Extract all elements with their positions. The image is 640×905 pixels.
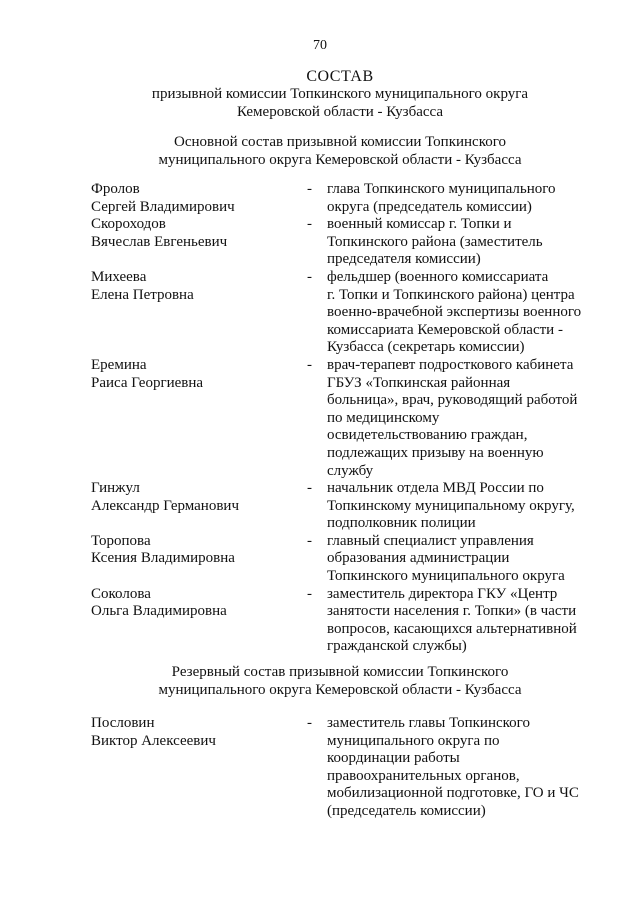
role-line: подполковник полиции (327, 515, 476, 532)
member-given: Ксения Владимировна (91, 550, 235, 567)
member-surname: Фролов (91, 181, 140, 197)
member-role (327, 533, 597, 586)
separator-dash: - (307, 181, 312, 197)
role-line: глава Топкинского муниципального (327, 181, 556, 197)
member-entry (0, 269, 640, 357)
member-surname: Торопова (91, 532, 151, 549)
member-surname: Пословин (91, 715, 155, 731)
role-line: заместитель директора ГКУ «Центр (327, 585, 558, 602)
separator-dash: - (307, 216, 312, 233)
role-line: занятости населения г. Топки» (в части (327, 603, 577, 620)
main-members-list (0, 181, 640, 656)
role-line: г. Топки и Топкинского района) центра (327, 286, 575, 303)
member-surname: Гинжул (91, 480, 140, 497)
separator-dash: - (307, 532, 312, 549)
member-name (91, 715, 301, 750)
role-line: председателя комиссии) (327, 251, 481, 268)
reserve-section-heading (60, 664, 620, 699)
page-number: 70 (313, 38, 327, 53)
member-role (327, 480, 597, 533)
separator-dash: - (307, 715, 312, 731)
member-given: Елена Петровна (91, 286, 194, 303)
title-line: призывной комиссии Топкинского муниципального округа (151, 86, 529, 102)
heading-line: Резервный состав призывной комиссии Топкинского (171, 664, 509, 680)
role-line: главный специалист управления (327, 532, 534, 549)
member-role (327, 586, 597, 656)
member-given: Вячеслав Евгеньевич (91, 233, 228, 250)
member-role (327, 357, 597, 480)
member-entry (0, 586, 640, 656)
member-entry (0, 357, 640, 480)
role-line: Топкинского района (заместитель (327, 233, 543, 250)
role-line: мобилизационной подготовке, ГО и ЧС (327, 785, 579, 802)
role-line: подлежащих призыву на военную (327, 444, 544, 461)
member-surname: Еремина (91, 356, 147, 373)
role-line: муниципального округа по (327, 732, 500, 749)
title-line: СОСТАВ (306, 68, 374, 85)
role-line: службу (327, 462, 374, 479)
member-role (327, 269, 597, 357)
role-line: заместитель главы Топкинского (327, 715, 530, 731)
role-line: координации работы (327, 750, 460, 767)
role-line: больница», врач, руководящий работой (327, 392, 578, 409)
member-given: Сергей Владимирович (91, 198, 235, 215)
member-surname: Скороходов (91, 216, 166, 233)
member-entry (0, 715, 640, 821)
heading-line: муниципального округа Кемеровской области - Кузбасса (158, 681, 522, 698)
document-title (60, 68, 620, 121)
member-surname: Соколова (91, 585, 151, 602)
member-entry (0, 216, 640, 269)
member-entry (0, 480, 640, 533)
member-role (327, 181, 597, 216)
role-line: военно-врачебной экспертизы военного (327, 304, 582, 321)
role-line: комиссариата Кемеровской области - (327, 321, 563, 338)
reserve-members-list (0, 715, 640, 821)
member-given: Виктор Алексеевич (91, 732, 216, 749)
member-name (91, 216, 301, 251)
role-line: ГБУЗ «Топкинская районная (327, 374, 511, 391)
role-line: военный комиссар г. Топки и (327, 216, 512, 233)
role-line: Топкинского муниципального округа (327, 568, 565, 585)
member-name (91, 480, 301, 515)
role-line: (председатель комиссии) (327, 802, 486, 819)
member-given: Раиса Георгиевна (91, 374, 204, 391)
role-line: фельдшер (военного комиссариата (327, 268, 549, 285)
role-line: врач-терапевт подросткового кабинета (327, 356, 574, 373)
member-surname: Михеева (91, 268, 147, 285)
heading-line: Основной состав призывной комиссии Топкинского (173, 134, 506, 150)
role-line: Топкинскому муниципальному округу, (327, 497, 575, 514)
member-name (91, 586, 301, 621)
title-line: Кемеровской области - Кузбасса (236, 103, 444, 120)
separator-dash: - (307, 268, 312, 285)
role-line: правоохранительных органов, (327, 767, 520, 784)
role-line: Кузбасса (секретарь комиссии) (327, 339, 525, 356)
member-role (327, 216, 597, 269)
role-line: образования администрации (327, 550, 510, 567)
member-name (91, 533, 301, 568)
role-line: гражданской службы) (327, 638, 467, 655)
role-line: начальник отдела МВД России по (327, 480, 544, 497)
separator-dash: - (307, 356, 312, 373)
member-name (91, 357, 301, 392)
role-line: освидетельствованию граждан, (327, 427, 528, 444)
member-given: Александр Германович (91, 497, 239, 514)
role-line: вопросов, касающихся альтернативной (327, 620, 577, 637)
member-entry (0, 181, 640, 216)
member-name (91, 269, 301, 304)
separator-dash: - (307, 585, 312, 602)
member-given: Ольга Владимировна (91, 603, 227, 620)
member-entry (0, 533, 640, 586)
role-line: округа (председатель комиссии) (327, 198, 532, 215)
role-line: по медицинскому (327, 409, 440, 426)
member-role (327, 715, 597, 821)
main-section-heading (60, 134, 620, 169)
heading-line: муниципального округа Кемеровской области - Кузбасса (158, 151, 522, 168)
member-name (91, 181, 301, 216)
separator-dash: - (307, 480, 312, 497)
